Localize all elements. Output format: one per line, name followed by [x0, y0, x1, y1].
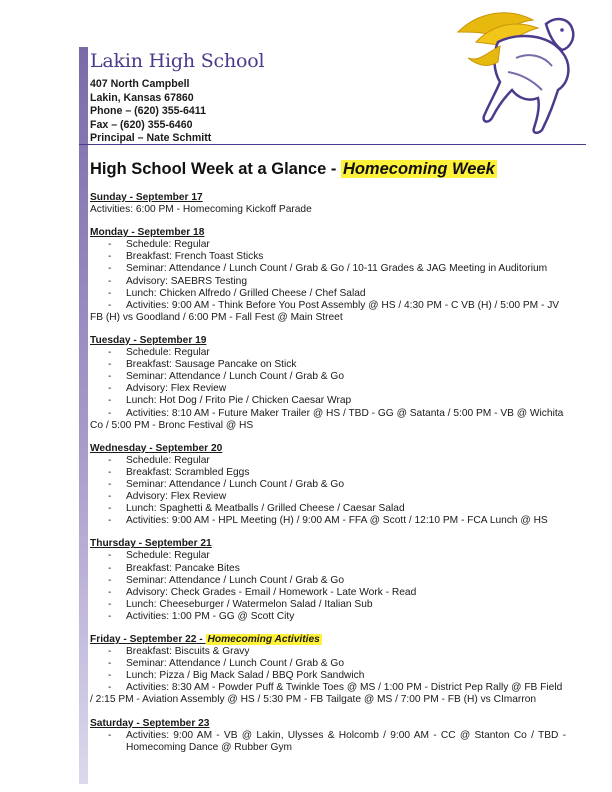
list-item: - Activities: 1:00 PM - GG @ Scott City	[90, 611, 566, 623]
day-heading: Wednesday - September 20	[90, 442, 223, 454]
page-title-highlight: Homecoming Week	[342, 160, 495, 178]
day-wednesday	[90, 443, 566, 528]
list-item: - Lunch: Chicken Alfredo / Grilled Cheese / Chef Salad	[90, 288, 566, 300]
list-item: - Breakfast: Biscuits & Gravy	[90, 646, 566, 658]
list-item: - Advisory: Flex Review	[90, 491, 566, 503]
principal-line: Principal – Nate Schmitt	[90, 132, 212, 144]
list-item: - Advisory: Check Grades - Email / Homework - Late Work - Read	[90, 587, 566, 599]
day-monday	[90, 227, 566, 324]
activities-text: Activities: 8:30 AM - Powder Puff & Twinkle Toes @ MS / 1:00 PM - District Pep Rally @ FB Field	[126, 682, 563, 694]
address-line: 407 North Campbell	[90, 78, 190, 90]
weekly-schedule	[90, 192, 566, 765]
list-item: - Activities: 9:00 AM - HPL Meeting (H) / 9:00 AM - FFA @ Scott / 12:10 PM - FCA Lunch @ HS	[90, 515, 566, 527]
list-item: - Lunch: Spaghetti & Meatballs / Grilled Cheese / Caesar Salad	[90, 503, 566, 515]
list-item: - Schedule: Regular	[90, 550, 566, 562]
activities-continued: FB (H) vs Goodland / 6:00 PM - Fall Fest @ Main Street	[90, 311, 343, 323]
activities-continued: / 2:15 PM - Aviation Assembly @ HS / 5:30 PM - FB Tailgate @ MS / 7:00 PM - FB (H) vs CImarron	[90, 694, 537, 706]
page-title	[90, 160, 497, 179]
list-item	[90, 682, 566, 706]
page-title-text: High School Week at a Glance -	[90, 160, 341, 178]
list-item: - Seminar: Attendance / Lunch Count / Grab & Go	[90, 658, 566, 670]
day-heading: Saturday - September 23	[90, 717, 210, 729]
homecoming-highlight: Homecoming Activities	[207, 634, 320, 645]
list-item	[90, 408, 566, 432]
phone-line: Phone – (620) 355-6411	[90, 105, 207, 117]
day-saturday	[90, 718, 566, 754]
city-line: Lakin, Kansas 67860	[90, 91, 194, 104]
list-item: - Seminar: Attendance / Lunch Count / Grab & Go / 10-11 Grades & JAG Meeting in Auditorium	[90, 263, 566, 275]
heading-separator: -	[196, 634, 206, 645]
list-item: - Breakfast: Sausage Pancake on Stick	[90, 359, 566, 371]
day-heading: Sunday - September 17	[90, 192, 203, 203]
list-item: - Breakfast: French Toast Sticks	[90, 251, 566, 263]
activities-line: Activities: 6:00 PM - Homecoming Kickoff Parade	[90, 204, 312, 216]
day-sunday	[90, 192, 566, 216]
day-heading: Monday - September 18	[90, 227, 205, 239]
list-item: - Advisory: Flex Review	[90, 383, 566, 395]
list-item: - Breakfast: Scrambled Eggs	[90, 467, 566, 479]
list-item	[90, 300, 566, 324]
day-heading: Thursday - September 21	[90, 538, 212, 550]
list-item: - Schedule: Regular	[90, 455, 566, 467]
letterhead	[90, 50, 450, 146]
day-friday	[90, 634, 566, 707]
list-item: - Seminar: Attendance / Lunch Count / Grab & Go	[90, 479, 566, 491]
list-item: - Advisory: SAEBRS Testing	[90, 276, 566, 288]
list-item: - Seminar: Attendance / Lunch Count / Grab & Go	[90, 575, 566, 587]
day-thursday	[90, 538, 566, 623]
activities-text: Activities: 9:00 AM - Think Before You Post Assembly @ HS / 4:30 PM - C VB (H) / 5:00 PM - JV	[126, 299, 560, 311]
list-item: - Breakfast: Pancake Bites	[90, 563, 566, 575]
mustang-horse-icon	[438, 2, 580, 140]
day-tuesday	[90, 335, 566, 432]
day-heading: Friday - September 22	[90, 634, 197, 645]
header-divider	[79, 144, 586, 145]
activities-continued: Co / 5:00 PM - Bronc Festival @ HS	[90, 419, 254, 431]
fax-line: Fax – (620) 355-6460	[90, 118, 193, 131]
school-name: Lakin High School	[90, 50, 265, 72]
list-item: - Schedule: Regular	[90, 347, 566, 359]
list-item: - Schedule: Regular	[90, 239, 566, 251]
list-item: - Lunch: Cheeseburger / Watermelon Salad / Italian Sub	[90, 599, 566, 611]
list-item: - Lunch: Pizza / Big Mack Salad / BBQ Pork Sandwich	[90, 670, 566, 682]
sidebar-accent-bar	[79, 47, 88, 784]
list-item: - Lunch: Hot Dog / Frito Pie / Chicken Caesar Wrap	[90, 395, 566, 407]
list-item: - Activities: 9:00 AM - VB @ Lakin, Ulysses & Holcomb / 9:00 AM - CC @ Stanton Co / TBD - Homecoming Dance @ Rubber Gym	[90, 730, 566, 754]
day-heading: Tuesday - September 19	[90, 334, 207, 346]
activities-text: Activities: 8:10 AM - Future Maker Trailer @ HS / TBD - GG @ Satanta / 5:00 PM - VB @ Wichita	[126, 407, 564, 419]
day-heading-row	[90, 634, 566, 646]
list-item: - Seminar: Attendance / Lunch Count / Grab & Go	[90, 371, 566, 383]
